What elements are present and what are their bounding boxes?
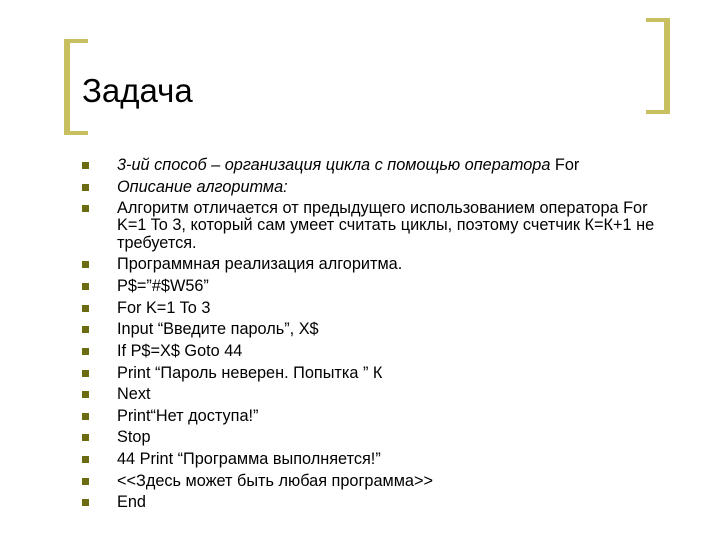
list-item-text: Next — [117, 385, 151, 404]
list-item-text: Программная реализация алгоритма. — [117, 255, 403, 274]
list-item — [80, 343, 680, 360]
list-item-italic-text: Описание алгоритма: — [117, 177, 288, 196]
list-item-text: 44 Print “Программа выполняется!” — [117, 450, 381, 469]
list-item-text: Stop — [117, 428, 151, 447]
list-item-italic-text: 3-ий способ – организация цикла с помощью оператора — [117, 156, 551, 174]
list-item-text: Input “Введите пароль”, X$ — [117, 320, 319, 339]
list-item-text: For — [550, 156, 580, 174]
bullet-square-icon — [82, 205, 89, 212]
bullet-square-icon — [82, 162, 89, 169]
bullet-square-icon — [82, 348, 89, 355]
list-item — [80, 365, 680, 382]
bullet-square-icon — [82, 184, 89, 191]
list-item-text: Алгоритм отличается от предыдущего использованием оператора For K=1 To 3, который сам умеет считать циклы, поэтому счетчик К=К+1 не требуется. — [117, 199, 655, 252]
list-item — [80, 300, 680, 317]
right-bracket-decoration — [646, 18, 670, 114]
bullet-square-icon — [82, 413, 89, 420]
list-item-text: Print “Пароль неверен. Попытка ” К — [117, 363, 383, 382]
list-item-text: End — [117, 493, 146, 512]
list-item — [80, 386, 680, 403]
list-item — [80, 494, 680, 511]
list-item — [80, 179, 680, 196]
bullet-square-icon — [82, 499, 89, 506]
list-item — [80, 451, 680, 468]
bullet-list — [80, 157, 680, 516]
bullet-square-icon — [82, 326, 89, 333]
list-item — [80, 473, 680, 490]
list-item-text: If P$=X$ Goto 44 — [117, 341, 243, 360]
list-item-text: <<Здесь может быть любая программа>> — [117, 471, 433, 490]
bullet-square-icon — [82, 370, 89, 377]
list-item-text: Print“Нет доступа!” — [117, 406, 259, 425]
list-item — [80, 408, 680, 425]
bullet-square-icon — [82, 456, 89, 463]
bullet-square-icon — [82, 434, 89, 441]
list-item — [80, 200, 680, 252]
list-item — [80, 429, 680, 446]
bullet-square-icon — [82, 391, 89, 398]
bullet-square-icon — [82, 478, 89, 485]
list-item — [80, 321, 680, 338]
list-item — [80, 256, 680, 273]
slide-title: Задача — [82, 72, 193, 109]
bullet-square-icon — [82, 261, 89, 268]
list-item — [80, 157, 680, 174]
list-item-text: P$=”#$W56” — [117, 276, 209, 295]
bullet-square-icon — [82, 305, 89, 312]
bullet-square-icon — [82, 283, 89, 290]
list-item-text: For K=1 To 3 — [117, 298, 211, 317]
list-item — [80, 278, 680, 295]
